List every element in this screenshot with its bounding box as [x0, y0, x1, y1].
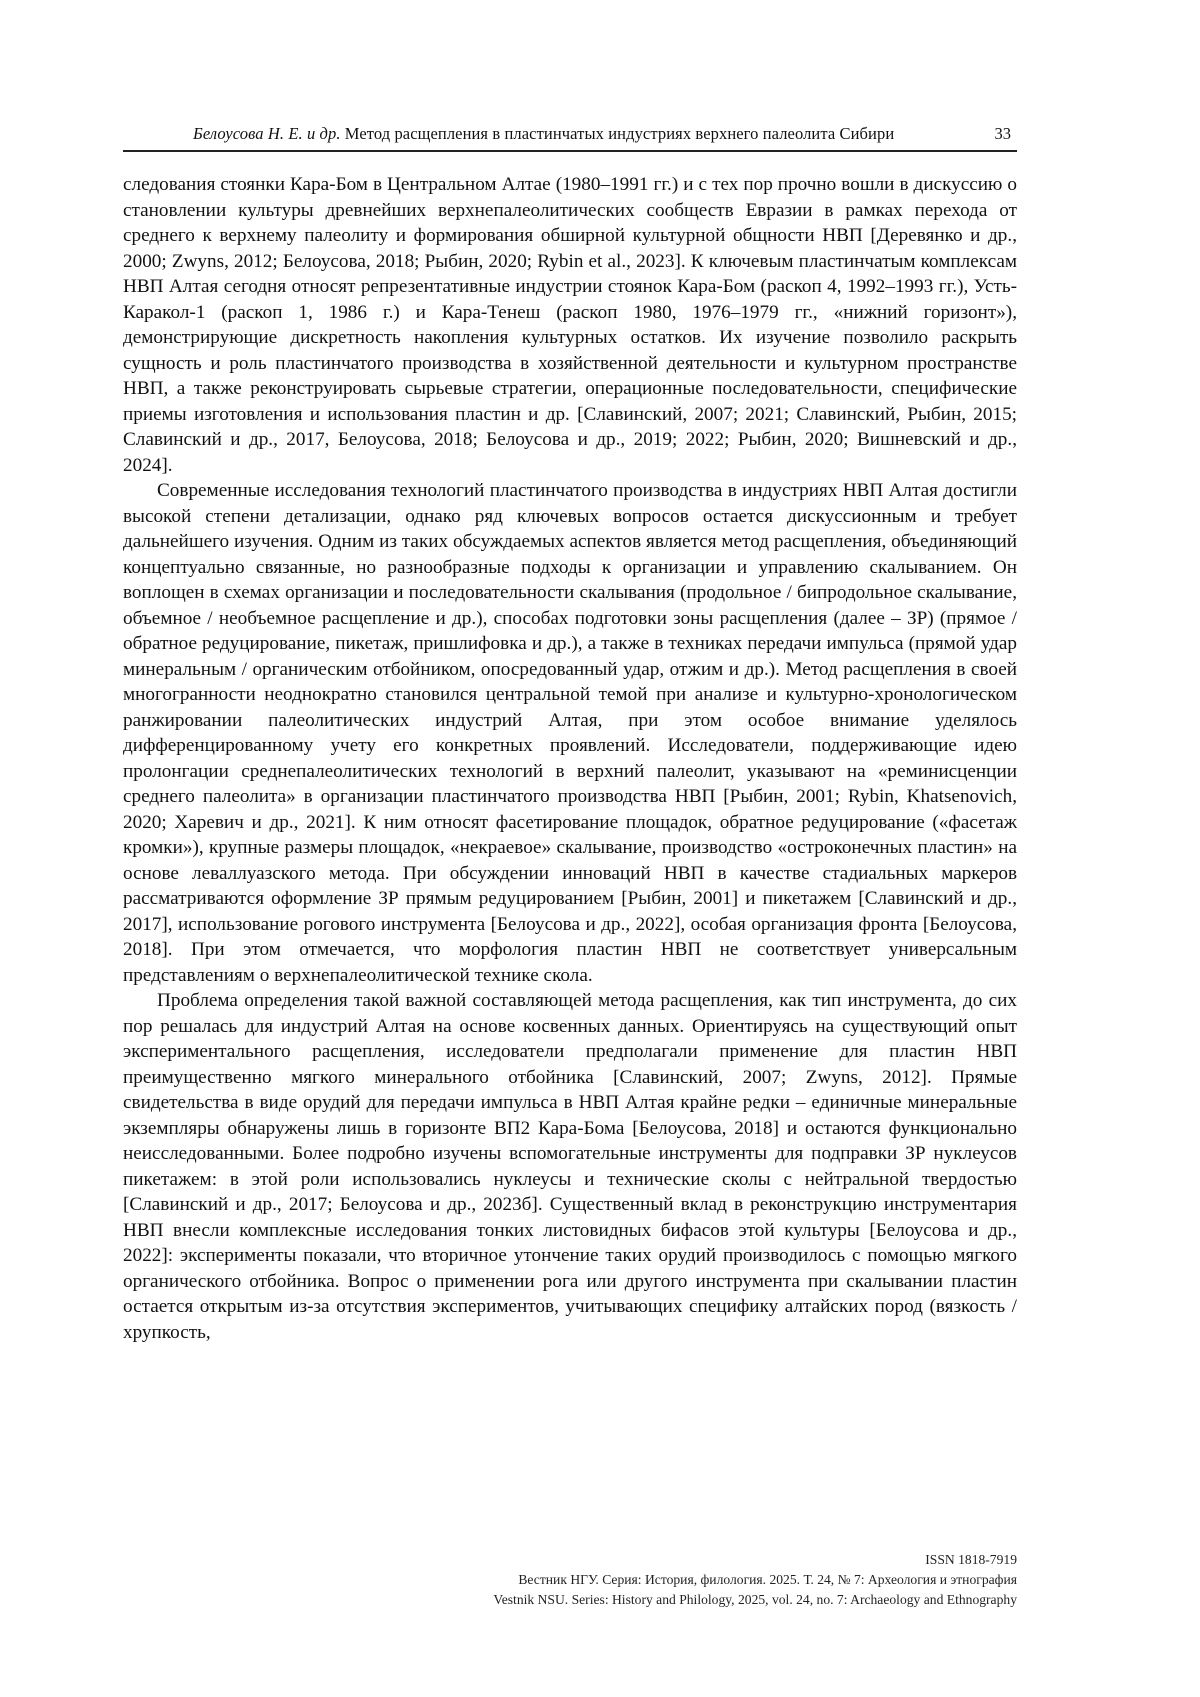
page-number: 33 [994, 124, 1011, 143]
footer-journal-en: Vestnik NSU. Series: History and Philology, 2025, vol. 24, no. 7: Archaeology and Ethnography [493, 1592, 1017, 1607]
footer-issn: ISSN 1818-7919 [925, 1552, 1017, 1567]
article-body [123, 172, 1017, 1345]
footer-journal-ru: Вестник НГУ. Серия: История, филология. 2025. Т. 24, № 7: Археология и этнография [518, 1572, 1017, 1587]
header-authors: Белоусова Н. Е. и др. [193, 124, 341, 143]
page-footer [493, 1550, 1017, 1610]
header-title: Метод расщепления в пластинчатых индустриях верхнего палеолита Сибири [344, 124, 895, 143]
paragraph-2: Современные исследования технологий пластинчатого производства в индустриях НВП Алтая достигли высокой степени детализации, однако ряд ключевых вопросов остается дискуссионным и требует дальнейшего изучения. Одним из таких обсуждаемых аспектов является метод расщепления, объединяющий концептуально связанные, но разнообразные подходы к организации и управлению скалыванием. Он воплощен в схемах организации и последовательности скалывания (продольное / бипродольное скалывание, объемное / необъемное расщепление и др.), способах подготовки зоны расщепления (далее – ЗР) (прямое / обратное редуцирование, пикетаж, пришлифовка и др.), а также в техниках передачи импульса (прямой удар минеральным / органическим отбойником, опосредованный удар, отжим и др.). Метод расщепления в своей многогранности неоднократно становился центральной темой при анализе и культурно-хронологическом ранжировании палеолитических индустрий Алтая, при этом особое внимание уделялось дифференцированному учету его конкретных проявлений. Исследователи, поддерживающие идею пролонгации среднепалеолитических технологий в верхний палеолит, указывают на «реминисценции среднего палеолита» в организации пластинчатого производства НВП [Рыбин, 2001; Rybin, Khatsenovich, 2020; Харевич и др., 2021]. К ним относят фасетирование площадок, обратное редуцирование («фасетаж кромки»), крупные размеры площадок, «некраевое» скалывание, производство «остроконечных пластин» на основе леваллуазского метода. При обсуждении инноваций НВП в качестве стадиальных маркеров рассматриваются оформление ЗР прямым редуцированием [Рыбин, 2001] и пикетажем [Славинский и др., 2017], использование рогового инструмента [Белоусова и др., 2022], особая организация фронта [Белоусова, 2018]. При этом отмечается, что морфология пластин НВП не соответствует универсальным представлениям о верхнепалеолитической технике скола. [123, 480, 1017, 986]
header-title-line [193, 124, 894, 144]
running-header [123, 118, 1017, 152]
paragraph-3: Проблема определения такой важной составляющей метода расщепления, как тип инструмента, до сих пор решалась для индустрий Алтая на основе косвенных данных. Ориентируясь на существующий опыт экспериментального расщепления, исследователи предполагали применение для пластин НВП преимущественно мягкого минерального отбойника [Славинский, 2007; Zwyns, 2012]. Прямые свидетельства в виде орудий для передачи импульса в НВП Алтая крайне редки – единичные минеральные экземпляры обнаружены лишь в горизонте ВП2 Кара-Бома [Белоусова, 2018] и остаются функционально неисследованными. Более подробно изучены вспомогательные инструменты для подправки ЗР нуклеусов пикетажем: в этой роли использовались нуклеусы и технические сколы с нейтральной твердостью [Славинский и др., 2017; Белоусова и др., 2023б]. Существенный вклад в реконструкцию инструментария НВП внесли комплексные исследования тонких листовидных бифасов этой культуры [Белоусова и др., 2022]: эксперименты показали, что вторичное утончение таких орудий производилось с помощью мягкого органического отбойника. Вопрос о применении рога или другого инструмента при скалывании пластин остается открытым из-за отсутствия экспериментов, учитывающих специфику алтайских пород (вязкость / хрупкость, [123, 990, 1017, 1343]
paragraph-1: следования стоянки Кара-Бом в Центральном Алтае (1980–1991 гг.) и с тех пор прочно вошли в дискуссию о становлении культуры древнейших верхнепалеолитических сообществ Евразии в рамках перехода от среднего к верхнему палеолиту и формирования обширной культурной общности НВП [Деревянко и др., 2000; Zwyns, 2012; Белоусова, 2018; Рыбин, 2020; Rybin et al., 2023]. К ключевым пластинчатым комплексам НВП Алтая сегодня относят репрезентативные индустрии стоянок Кара-Бом (раскоп 4, 1992–1993 гг.), Усть-Каракол-1 (раскоп 1, 1986 г.) и Кара-Тенеш (раскоп 1980, 1976–1979 гг., «нижний горизонт»), демонстрирующие дискретность накопления культурных остатков. Их изучение позволило раскрыть сущность и роль пластинчатого производства в хозяйственной деятельности и культурном пространстве НВП, а также реконструировать сырьевые стратегии, операционные последовательности, специфические приемы изготовления и использования пластин и др. [Славинский, 2007; 2021; Славинский, Рыбин, 2015; Славинский и др., 2017, Белоусова, 2018; Белоусова и др., 2019; 2022; Рыбин, 2020; Вишневский и др., 2024]. [123, 174, 1017, 476]
